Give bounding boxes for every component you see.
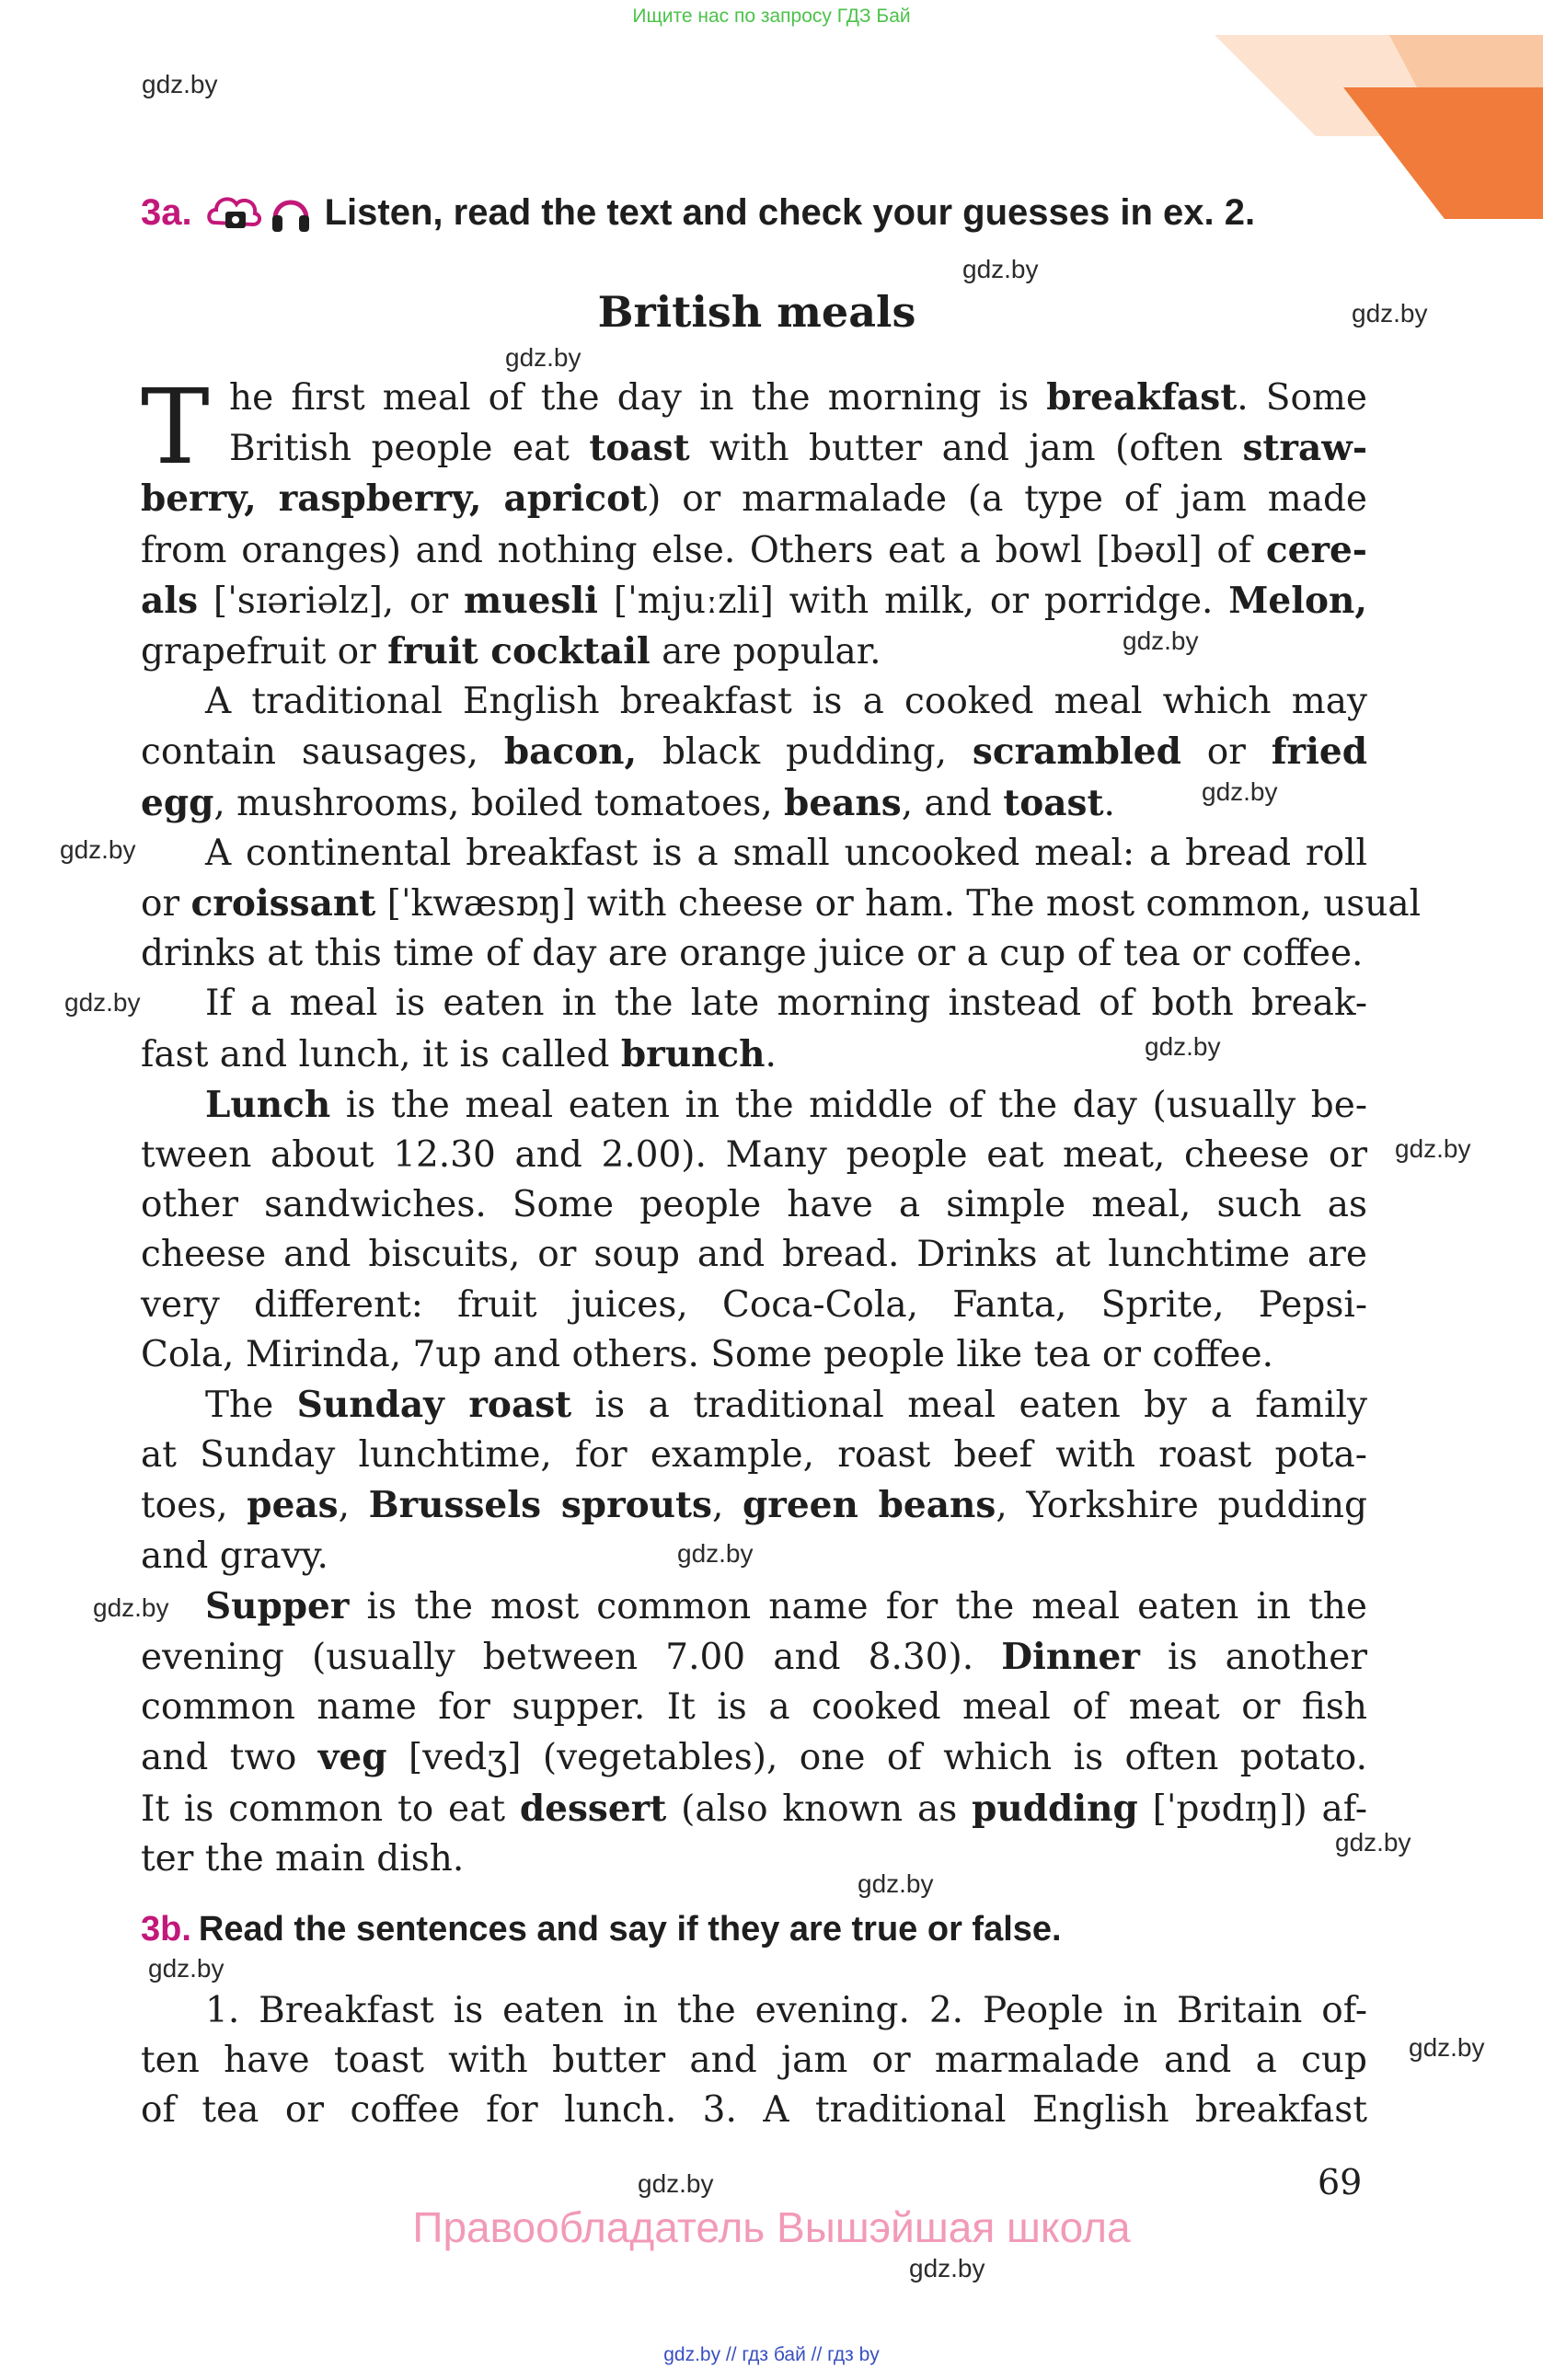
top-banner: Ищите нас по запросу ГДЗ Бай (632, 6, 911, 27)
exercise-3b-header (141, 1910, 1062, 1949)
text-line: toes, peas, Brussels sprouts, green beans, Yorkshire pudding (141, 1484, 1368, 1527)
text-line: A traditional English breakfast is a cooked meal which may (205, 681, 1367, 723)
watermark: gdz.by (93, 1593, 169, 1622)
watermark: gdz.by (1395, 1134, 1471, 1163)
exercise-3b-text (141, 1986, 1367, 2136)
bottom-links[interactable]: gdz.by // гдз бай // гдз by (663, 2344, 880, 2365)
text-line: he first meal of the day in the morning is breakfast. Some (229, 376, 1367, 419)
text-line: 1. Breakfast is eaten in the evening. 2. People in Britain of- (205, 1990, 1367, 2031)
corner-decoration (1205, 35, 1543, 219)
text-line: It is common to eat dessert (also known as pudding [ˈpʊdɪŋ]) af- (141, 1787, 1367, 1830)
watermark: gdz.by (1145, 1032, 1221, 1061)
watermark: gdz.by (962, 255, 1039, 283)
watermark: gdz.by (677, 1539, 754, 1568)
exercise-3a-header (141, 190, 1255, 236)
text-line: at Sunday lunchtime, for example, roast beef with roast pota- (141, 1434, 1367, 1477)
text-line: grapefruit or fruit cocktail are popular. (141, 630, 881, 673)
watermark: gdz.by (1335, 1828, 1411, 1857)
text-line: Supper is the most common name for the meal eaten in the (205, 1584, 1367, 1627)
text-line: other sandwiches. Some people have a simple meal, such as (141, 1184, 1367, 1226)
watermark: gdz.by (60, 835, 136, 864)
paragraph (141, 368, 1368, 488)
watermark: gdz.by (1123, 627, 1199, 655)
text-line: tween about 12.30 and 2.00). Many people eat meat, cheese or (141, 1134, 1367, 1177)
drop-cap: T (141, 368, 210, 488)
headphones-icon (270, 190, 312, 236)
text-line: A continental breakfast is a small uncooked meal: a bread roll (205, 832, 1367, 874)
text-line: Lunch is the meal eaten in the middle of the day (usually be- (205, 1083, 1367, 1126)
text-line: If a meal is eaten in the late morning instead of both break- (205, 983, 1367, 1025)
text-line: from oranges) and nothing else. Others eat a bowl [bəʊl] of cere- (141, 528, 1367, 571)
text-line: als [ˈsɪəriəlz], or muesli [ˈmjuːzli] with milk, or porridge. Melon, (141, 579, 1367, 622)
exercise-instruction: Listen, read the text and check your guesses in ex. 2. (324, 191, 1256, 233)
text-line: very different: fruit juices, Coca-Cola, Fanta, Sprite, Pepsi- (141, 1283, 1367, 1326)
text-line: common name for supper. It is a cooked meal of meat or fish (141, 1686, 1367, 1729)
text-line: evening (usually between 7.00 and 8.30). Dinner is another (141, 1636, 1367, 1679)
copyright-notice: Правообладатель Вышэйшая школа (412, 2203, 1131, 2251)
watermark: gdz.by (858, 1869, 934, 1898)
watermark: gdz.by (638, 2169, 714, 2198)
page-number: 69 (1318, 2162, 1363, 2202)
watermark: gdz.by (1352, 299, 1428, 328)
watermark: gdz.by (142, 70, 218, 98)
text-line: and gravy. (141, 1535, 328, 1577)
text-line: and two veg [vedʒ] (vegetables), one of which is often potato. (141, 1736, 1367, 1779)
text-line: contain sausages, bacon, black pudding, scrambled or fried (141, 730, 1367, 774)
text-line: fast and lunch, it is called brunch. (141, 1032, 777, 1075)
text-line: drinks at this time of day are orange juice or a cup of tea or coffee. (141, 933, 1364, 975)
text-line: British people eat toast with butter and jam (often straw- (229, 427, 1368, 470)
watermark: gdz.by (148, 1954, 225, 1983)
exercise-instruction: Read the sentences and say if they are true or false. (198, 1910, 1062, 1949)
text-line: berry, raspberry, apricot) or marmalade (a type of jam made (141, 477, 1367, 521)
text-line: ten have toast with butter and jam or marmalade and a cup (141, 2040, 1367, 2082)
text-title: British meals (597, 287, 916, 337)
text-line: ter the main dish. (141, 1837, 465, 1880)
text-line: egg, mushrooms, boiled tomatoes, beans, and toast. (141, 781, 1115, 824)
text-line: The Sunday roast is a traditional meal eaten by a family (205, 1384, 1367, 1427)
watermark: gdz.by (1202, 777, 1278, 806)
exercise-number: 3a. (141, 191, 192, 233)
text-line: or croissant [ˈkwæsɒŋ] with cheese or ham. The most common, usual (141, 882, 1422, 926)
text-line: cheese and biscuits, or soup and bread. Drinks at lunchtime are (141, 1234, 1367, 1276)
exercise-number: 3b. (141, 1910, 191, 1949)
watermark: gdz.by (1409, 2033, 1485, 2062)
watermark: gdz.by (64, 988, 141, 1017)
text-line: Cola, Mirinda, 7up and others. Some people like tea or coffee. (141, 1333, 1273, 1375)
watermark: gdz.by (505, 343, 582, 372)
cd-audio-icon (205, 190, 264, 236)
text-line: of tea or coffee for lunch. 3. A traditional English breakfast (141, 2089, 1367, 2132)
watermark: gdz.by (909, 2254, 985, 2282)
